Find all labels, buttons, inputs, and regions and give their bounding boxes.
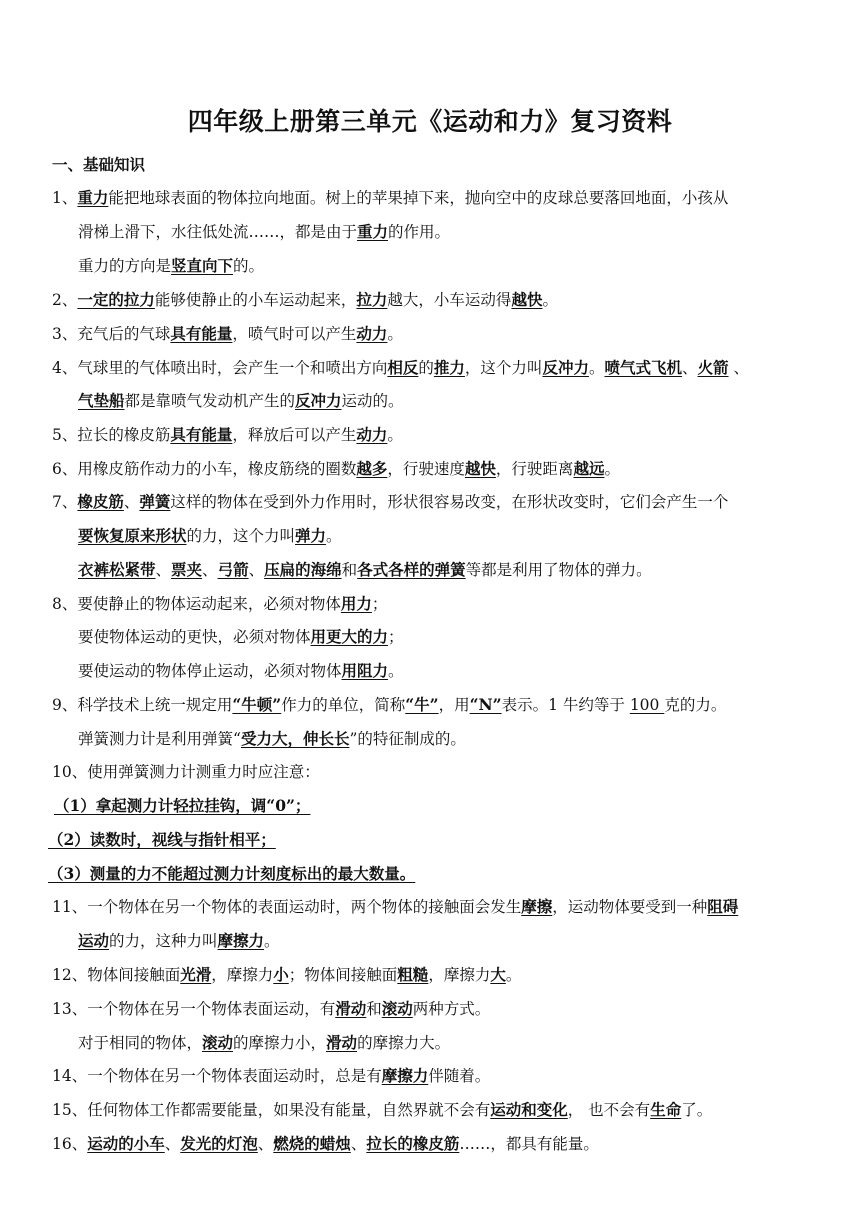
text-span: 、 — [681, 359, 698, 377]
text-span: ； — [371, 595, 388, 613]
text-span: ，运动物体要受到一种 — [552, 898, 708, 916]
key-term: “N” — [469, 695, 502, 714]
text-line — [52, 694, 726, 716]
text-span: 。 — [264, 932, 280, 950]
key-term: 相反 — [387, 358, 419, 377]
text-span: ，这个力叫 — [464, 359, 543, 377]
text-span: 弹簧测力计是利用弹簧“ — [78, 730, 241, 748]
text-span: 了。 — [681, 1101, 713, 1119]
key-term: 具有能量 — [170, 324, 233, 343]
text-span: 。 — [326, 527, 342, 545]
text-line — [52, 964, 521, 986]
key-term: 滚动 — [381, 999, 413, 1018]
text-span: 12、物体间接触面 — [52, 966, 181, 984]
text-span: 16、 — [52, 1135, 88, 1153]
key-term: 光滑 — [180, 965, 212, 984]
key-term: 重力 — [77, 188, 109, 207]
text-line — [78, 728, 466, 750]
key-term: 反冲力 — [542, 358, 589, 377]
text-span: ；物体间接触面 — [288, 966, 398, 984]
text-line — [78, 1032, 450, 1054]
text-span: 14、一个物体在另一个物体表面运动时，总是有 — [52, 1067, 382, 1085]
key-term: 推力 — [433, 358, 465, 377]
key-term: 越快 — [464, 459, 496, 478]
key-term: 运动和变化 — [490, 1100, 568, 1119]
key-term: 摩擦力 — [381, 1066, 429, 1085]
text-span: 2、 — [52, 291, 78, 309]
text-span: 13、一个物体在另一个物体表面运动，有 — [52, 1000, 336, 1018]
key-term: 阻碍 — [707, 897, 739, 916]
text-span: 等都是利用了物体的弹力。 — [465, 561, 652, 579]
text-span: 8、要使静止的物体运动起来，必须对物体 — [52, 595, 341, 613]
key-term: （1）拿起测力计轻拉挂钩，调“0”； — [54, 796, 311, 815]
text-span: 伴随着。 — [428, 1067, 491, 1085]
text-span: ， 也不会有 — [567, 1101, 651, 1119]
text-span: 都是靠喷气发动机产生的 — [124, 392, 296, 410]
section-heading: 一、基础知识 — [52, 155, 146, 174]
text-span: 和 — [366, 1000, 382, 1018]
text-line — [78, 930, 280, 952]
text-span: 要使物体运动的更快，必须对物体 — [78, 628, 311, 646]
key-term: 橡皮筋 — [77, 492, 124, 511]
text-span: 的 — [418, 359, 434, 377]
text-span: 滑梯上滑下，水往低处流……，都是由于 — [78, 223, 358, 241]
text-span: ，行驶距离 — [495, 460, 574, 478]
key-term: 各式各样的弹簧 — [357, 560, 466, 579]
text-span: 越大，小车运动得 — [387, 291, 512, 309]
key-term: 运动的小车 — [87, 1134, 165, 1153]
text-span: 、 — [202, 561, 218, 579]
text-line — [78, 390, 404, 412]
key-value: 100 — [629, 696, 665, 714]
text-span: 3、充气后的气球 — [52, 325, 171, 343]
text-span: 7、 — [52, 493, 78, 511]
key-term: 动力 — [356, 425, 388, 444]
text-span: 、 — [248, 561, 265, 579]
text-span: 。 — [387, 325, 403, 343]
key-term: 气垫船 — [78, 391, 125, 410]
text-span: 6、用橡皮筋作动力的小车，橡皮筋绕的圈数 — [52, 460, 357, 478]
text-span: 的作用。 — [388, 223, 451, 241]
key-term: 滚动 — [202, 1033, 234, 1052]
text-span: 。 — [388, 662, 404, 680]
key-term: 摩擦 — [521, 897, 553, 916]
key-term: 燃烧的蜡烛 — [273, 1134, 351, 1153]
key-term: 弹簧 — [139, 492, 171, 511]
key-term: 具有能量 — [170, 425, 233, 444]
page-title: 四年级上册第三单元《运动和力》复习资料 — [187, 107, 673, 136]
text-span: 。 — [588, 359, 605, 377]
key-term: 越远 — [573, 459, 605, 478]
key-term: 受力大，伸长长 — [240, 729, 350, 748]
text-span: 。 — [387, 426, 403, 444]
text-span: 10、使用弹簧测力计测重力时应注意： — [52, 763, 320, 781]
text-span: 克的力。 — [664, 696, 727, 714]
text-span: 、 — [350, 1135, 367, 1153]
key-term: 反冲力 — [295, 391, 342, 410]
key-term: 小 — [273, 965, 289, 984]
text-span: 要使运动的物体停止运动，必须对物体 — [78, 662, 342, 680]
text-line — [52, 761, 320, 783]
text-span: ”的特征制成的。 — [349, 730, 466, 748]
key-term: 压扁的海绵 — [264, 560, 342, 579]
text-line — [52, 1099, 712, 1121]
text-span: ，用 — [438, 696, 470, 714]
text-span: 的力，这个力叫 — [186, 527, 296, 545]
key-term: 摩擦力 — [217, 931, 265, 950]
text-line — [52, 491, 728, 513]
key-term: 弹力 — [295, 526, 327, 545]
text-span: 的力，这种力叫 — [109, 932, 218, 950]
text-span: 、 — [728, 359, 749, 377]
key-term: 衣裤松紧带 — [78, 560, 156, 579]
text-span: ，摩擦力 — [428, 966, 491, 984]
key-term: 滑动 — [335, 999, 367, 1018]
key-term: （2）读数时，视线与指针相平； — [48, 830, 276, 849]
text-span: 。 — [542, 291, 558, 309]
text-line — [78, 255, 264, 277]
text-span: 两种方式。 — [412, 1000, 491, 1018]
text-line — [52, 896, 738, 918]
text-span: 11、一个物体在另一个物体的表面运动时，两个物体的接触面会发生 — [52, 898, 522, 916]
text-span: 、 — [155, 561, 172, 579]
text-line — [52, 357, 749, 379]
text-line — [52, 1065, 490, 1087]
text-span: 1、 — [52, 189, 78, 207]
text-line — [78, 525, 342, 547]
key-term: 发光的灯泡 — [180, 1134, 258, 1153]
text-span: 的。 — [233, 257, 265, 275]
key-term: “牛顿” — [232, 695, 282, 714]
key-term: 大 — [490, 965, 506, 984]
text-line — [78, 626, 404, 648]
text-line — [52, 187, 728, 209]
key-term: 拉力 — [356, 290, 388, 309]
key-term: 火箭 — [697, 358, 729, 377]
text-line — [52, 323, 403, 345]
text-line — [48, 863, 415, 885]
text-span: ，行驶速度 — [387, 460, 465, 478]
key-term: 要恢复原来形状 — [78, 526, 187, 545]
text-span: 4、气球里的气体喷出时，会产生一个和喷出方向 — [52, 359, 388, 377]
key-term: 生命 — [650, 1100, 682, 1119]
key-term: 一定的拉力 — [77, 290, 155, 309]
text-span: 、 — [164, 1135, 181, 1153]
text-line — [48, 829, 276, 851]
text-line — [52, 593, 387, 615]
text-span: 5、拉长的橡皮筋 — [52, 426, 171, 444]
text-span: 、 — [257, 1135, 274, 1153]
text-span: 对于相同的物体， — [78, 1034, 203, 1052]
key-term: 用更大的力 — [310, 627, 389, 646]
text-line — [52, 998, 490, 1020]
text-span: 。 — [604, 460, 620, 478]
text-line — [52, 424, 403, 446]
key-term: 喷气式飞机 — [604, 358, 682, 377]
key-term: 拉长的橡皮筋 — [366, 1134, 460, 1153]
text-line — [52, 1133, 599, 1155]
key-term: 用阻力 — [341, 661, 389, 680]
key-term: 动力 — [356, 324, 388, 343]
key-term: 重力 — [357, 222, 389, 241]
text-span: 重力的方向是 — [78, 257, 172, 275]
text-span: 。 — [505, 966, 522, 984]
text-span: 9、科学技术上统一规定用 — [52, 696, 233, 714]
text-line — [54, 795, 310, 817]
key-term: 运动 — [78, 931, 110, 950]
text-span: 能把地球表面的物体拉向地面。树上的苹果掉下来，抛向空中的皮球总要落回地面，小孩从 — [108, 189, 729, 207]
text-span: ，释放后可以产生 — [232, 426, 357, 444]
text-span: 运动的。 — [341, 392, 404, 410]
text-span: 和 — [341, 561, 358, 579]
text-line — [52, 458, 620, 480]
text-span: 能够使静止的小车运动起来， — [154, 291, 357, 309]
key-term: 滑动 — [326, 1033, 358, 1052]
text-line — [78, 559, 652, 581]
key-term: “牛” — [405, 695, 439, 714]
text-line — [78, 221, 450, 243]
key-term: 弓箭 — [217, 560, 249, 579]
text-span: 15、任何物体工作都需要能量，如果没有能量，自然界就不会有 — [52, 1101, 491, 1119]
text-span: ，摩擦力 — [211, 966, 274, 984]
text-line — [78, 660, 404, 682]
text-span: 作力的单位，简称 — [281, 696, 406, 714]
text-span: 的摩擦力小， — [233, 1034, 327, 1052]
key-term: 用力 — [340, 594, 372, 613]
text-line — [52, 289, 558, 311]
key-term: 越快 — [511, 290, 543, 309]
text-span: ，喷气时可以产生 — [232, 325, 357, 343]
key-term: （3）测量的力不能超过测力计刻度标出的最大数量。 — [48, 864, 416, 883]
text-span: 这样的物体在受到外力作用时，形状很容易改变，在形状改变时，它们会产生一个 — [170, 493, 729, 511]
key-term: 越多 — [356, 459, 388, 478]
text-span: 的摩擦力大。 — [357, 1034, 451, 1052]
text-span: 、 — [123, 493, 140, 511]
text-span: ……，都具有能量。 — [459, 1135, 599, 1153]
text-span: ； — [388, 628, 404, 646]
key-term: 竖直向下 — [171, 256, 234, 275]
key-term: 票夹 — [171, 560, 203, 579]
text-span: 表示。1 牛约等于 — [501, 696, 630, 714]
key-term: 粗糙 — [397, 965, 429, 984]
